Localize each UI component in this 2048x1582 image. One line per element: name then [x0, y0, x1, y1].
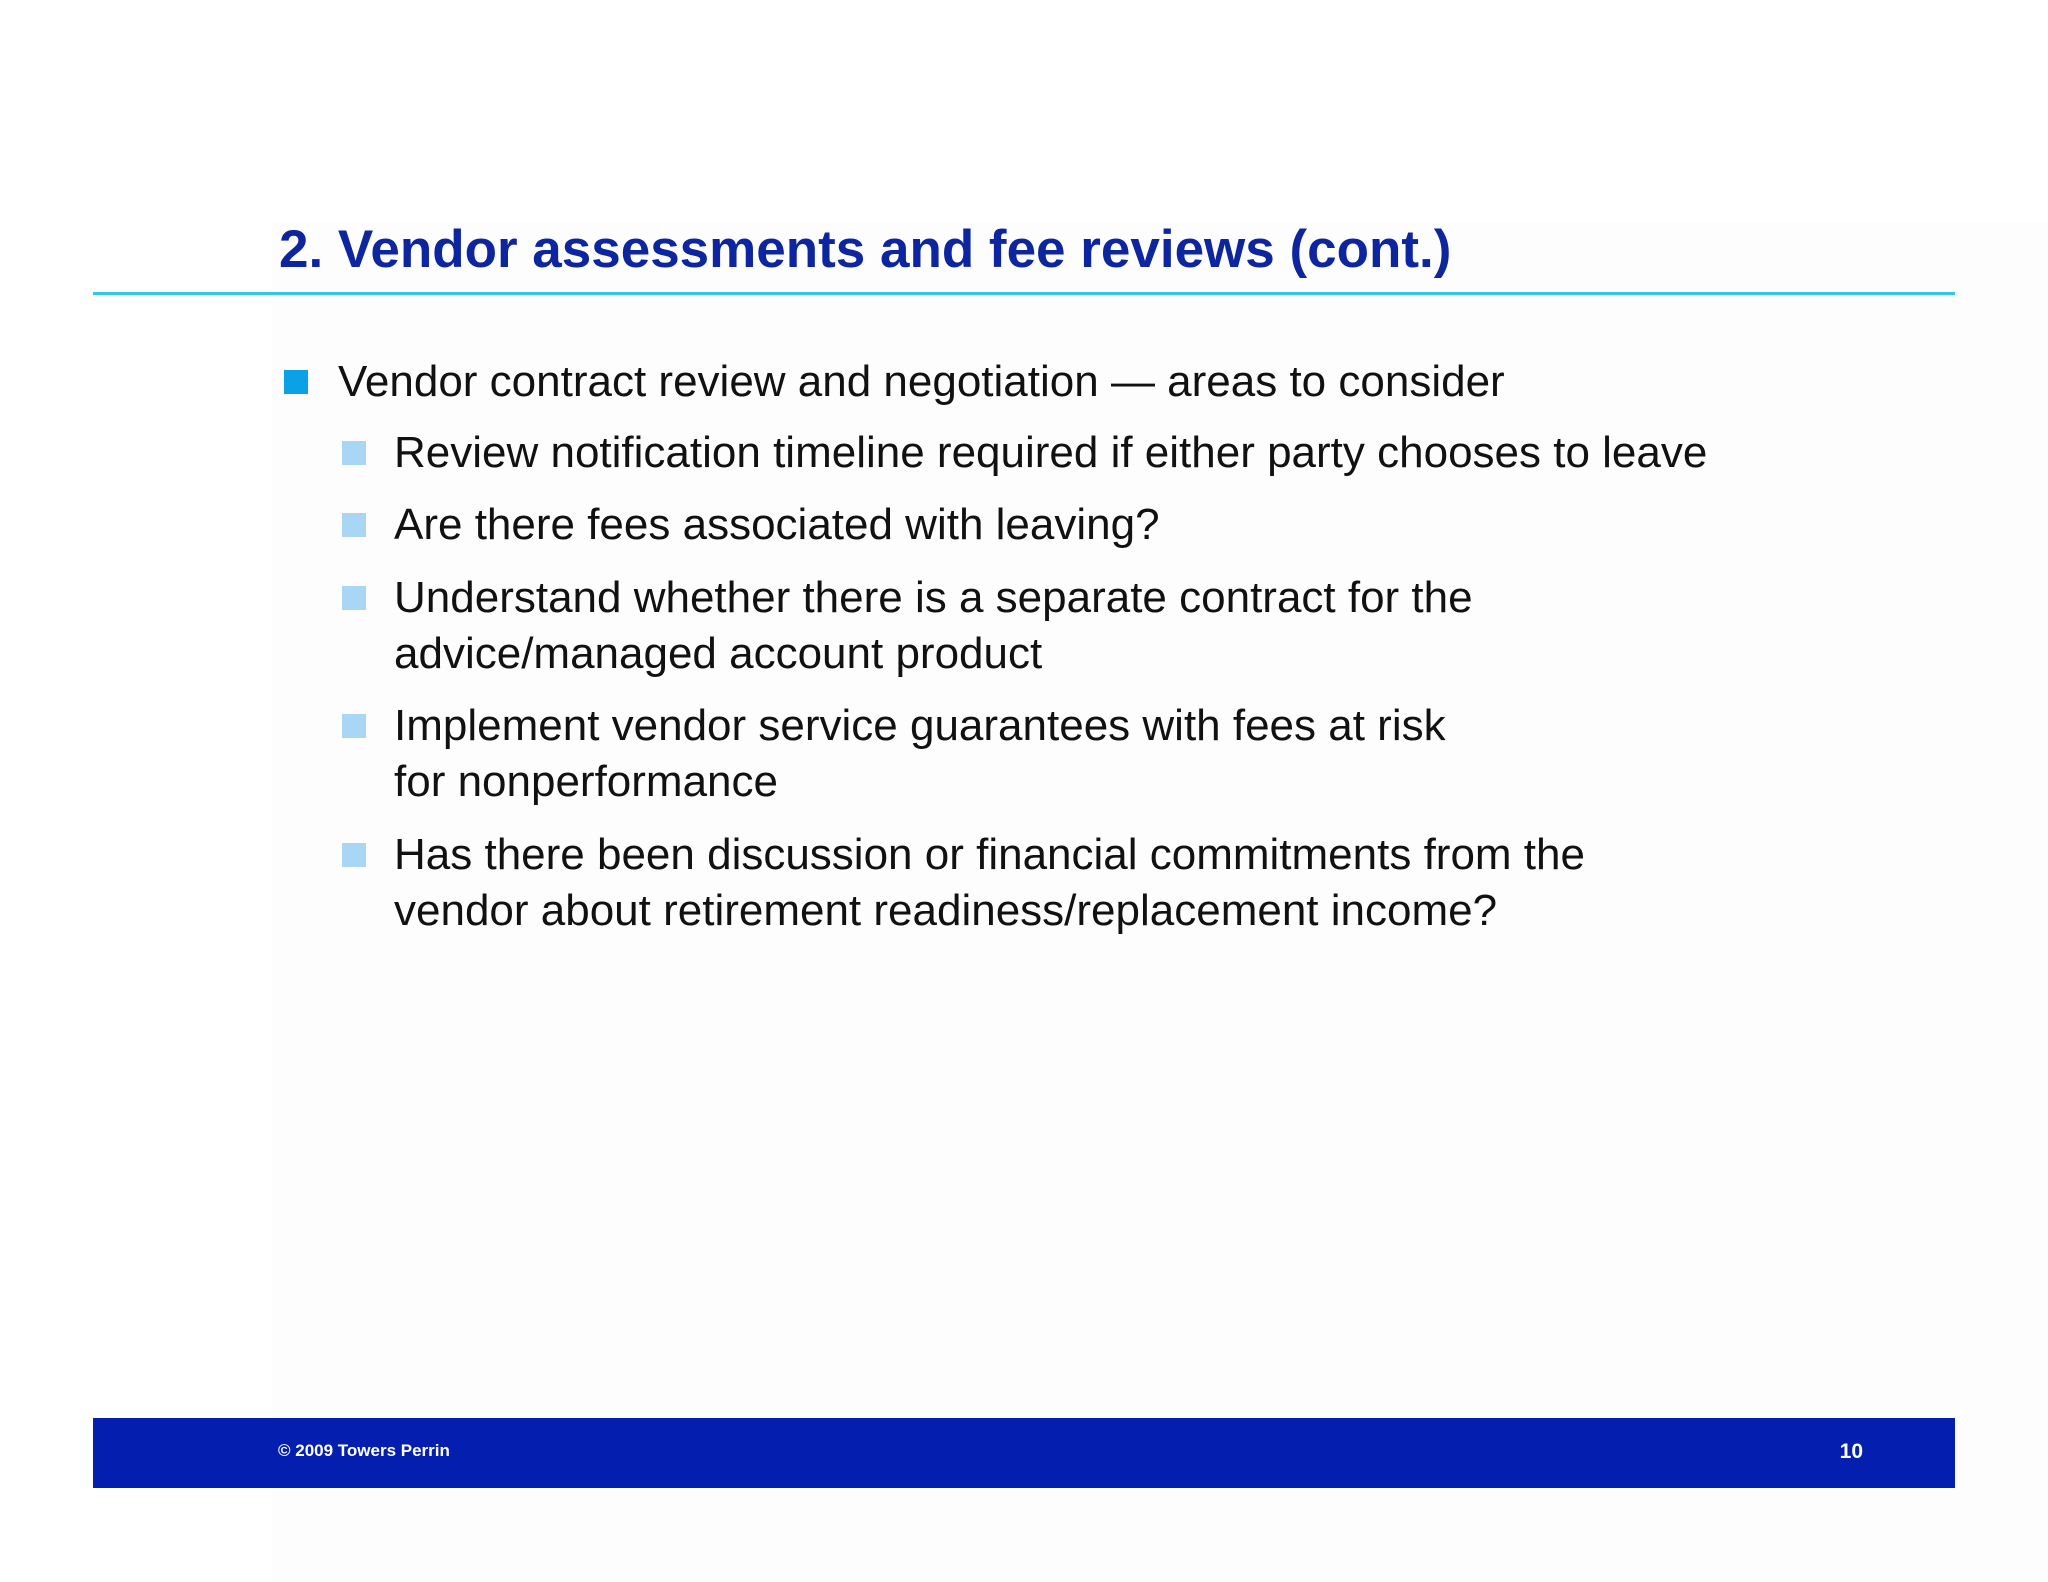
- slide-title: 2. Vendor assessments and fee reviews (cont.): [279, 220, 1452, 279]
- square-sub-bullet-icon: [342, 513, 366, 537]
- sub-bullet-text: Are there fees associated with leaving?: [394, 500, 1160, 549]
- page-number: 10: [1839, 1440, 1863, 1463]
- copyright-text: © 2009 Towers Perrin: [278, 1441, 450, 1460]
- square-sub-bullet-icon: [342, 843, 366, 867]
- footer-bar: [93, 1418, 1955, 1488]
- square-sub-bullet-icon: [342, 441, 366, 465]
- sub-bullet-text: Has there been discussion or financial commitments from the: [394, 830, 1585, 879]
- square-sub-bullet-icon: [342, 714, 366, 738]
- main-bullet-text: Vendor contract review and negotiation — areas to consider: [338, 357, 1505, 406]
- sub-bullet-text-continued: advice/managed account product: [394, 629, 1043, 678]
- square-sub-bullet-icon: [342, 586, 366, 610]
- sub-bullet-text-continued: vendor about retirement readiness/replacement income?: [394, 886, 1498, 935]
- sub-bullet-text: Review notification timeline required if either party chooses to leave: [394, 428, 1708, 477]
- sub-bullet-text: Understand whether there is a separate contract for the: [394, 573, 1473, 622]
- sub-bullet-text: Implement vendor service guarantees with fees at risk: [394, 701, 1446, 750]
- square-bullet-icon: [284, 370, 308, 394]
- sub-bullet-text-continued: for nonperformance: [394, 757, 778, 806]
